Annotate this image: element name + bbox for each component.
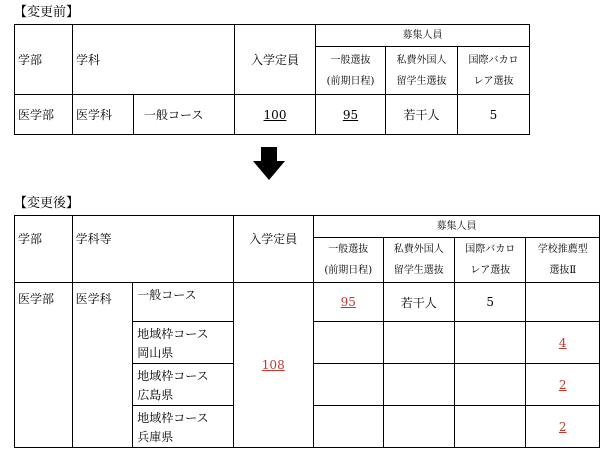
course-line1: 地域枠コース <box>137 327 209 341</box>
intl-header-line2: 留学生選抜 <box>396 75 447 87</box>
col-department-header: 学科 <box>73 25 235 95</box>
general-value: 95 <box>340 295 356 309</box>
col-general-header <box>314 238 384 283</box>
department-cell: 医学科 <box>72 283 133 448</box>
intl-cell: 若干人 <box>383 283 454 322</box>
capacity-value: 100 <box>263 107 287 122</box>
intl-cell <box>383 406 454 448</box>
ib-cell <box>455 406 526 448</box>
course-line2: 広島県 <box>137 388 174 402</box>
general-cell <box>314 364 384 406</box>
intl-cell: 若干人 <box>386 95 458 135</box>
general-value: 95 <box>342 107 359 122</box>
col-recruit-header: 募集人員 <box>316 25 530 47</box>
general-cell <box>316 95 386 135</box>
department-cell: 医学科 <box>73 95 134 135</box>
intl-cell <box>383 322 454 364</box>
capacity-cell <box>233 283 314 448</box>
table-row <box>15 283 600 322</box>
capacity-value: 108 <box>261 358 285 372</box>
after-heading: 【変更後】 <box>14 196 80 211</box>
intl-cell <box>383 364 454 406</box>
ib-cell: 5 <box>458 95 530 135</box>
col-ib-header <box>458 47 530 95</box>
school-cell <box>526 322 600 364</box>
general-cell <box>314 406 384 448</box>
general-header-line2: (前期日程) <box>326 75 375 87</box>
col-intl-header <box>383 238 454 283</box>
course-line1: 地域枠コース <box>137 411 209 425</box>
col-capacity-header: 入学定員 <box>233 216 314 283</box>
col-faculty-header: 学部 <box>15 216 73 283</box>
course-cell <box>133 364 233 406</box>
school-cell <box>526 283 600 322</box>
general-header-line1: 一般選抜 <box>330 54 371 66</box>
col-recruit-header: 募集人員 <box>314 216 600 238</box>
after-table <box>14 215 600 448</box>
general-cell <box>314 322 384 364</box>
course-line2: 兵庫県 <box>137 430 174 444</box>
course-line1: 一般コース <box>137 288 197 302</box>
general-header-line1: 一般選抜 <box>328 244 369 255</box>
school-cell <box>526 406 600 448</box>
capacity-cell <box>235 95 316 135</box>
col-school-header <box>526 238 600 283</box>
col-faculty-header: 学部 <box>15 25 73 95</box>
school-header-line2: 選抜Ⅱ <box>549 265 577 276</box>
course-line1: 地域枠コース <box>137 369 209 383</box>
school-value: 4 <box>558 335 567 350</box>
intl-header-line1: 私費外国人 <box>396 54 447 66</box>
school-value: 2 <box>558 377 567 392</box>
school-header-line1: 学校推薦型 <box>537 244 588 255</box>
intl-header-line2: 留学生選抜 <box>393 265 444 276</box>
general-cell <box>314 283 384 322</box>
ib-cell: 5 <box>455 283 526 322</box>
ib-header-line2: レア選抜 <box>473 75 514 87</box>
general-header-line2: (前期日程) <box>324 265 373 276</box>
course-cell <box>133 283 233 322</box>
col-general-header <box>316 47 386 95</box>
ib-header-line1: 国際バカロ <box>465 244 516 255</box>
intl-header-line1: 私費外国人 <box>393 244 444 255</box>
course-cell: 一般コース <box>134 95 235 135</box>
course-cell <box>133 406 233 448</box>
ib-header-line1: 国際バカロ <box>468 54 519 66</box>
ib-cell <box>455 322 526 364</box>
faculty-cell: 医学部 <box>15 95 73 135</box>
ib-cell <box>455 364 526 406</box>
col-intl-header <box>386 47 458 95</box>
col-capacity-header: 入学定員 <box>235 25 316 95</box>
before-table <box>14 24 530 135</box>
col-department-header: 学科等 <box>72 216 233 283</box>
course-cell <box>133 322 233 364</box>
school-value: 2 <box>558 419 567 434</box>
school-cell <box>526 364 600 406</box>
before-heading: 【変更前】 <box>14 5 80 20</box>
ib-header-line2: レア選抜 <box>470 265 511 276</box>
faculty-cell: 医学部 <box>15 283 73 448</box>
course-line2: 岡山県 <box>137 346 174 360</box>
col-ib-header <box>455 238 526 283</box>
down-arrow-icon <box>252 147 286 181</box>
